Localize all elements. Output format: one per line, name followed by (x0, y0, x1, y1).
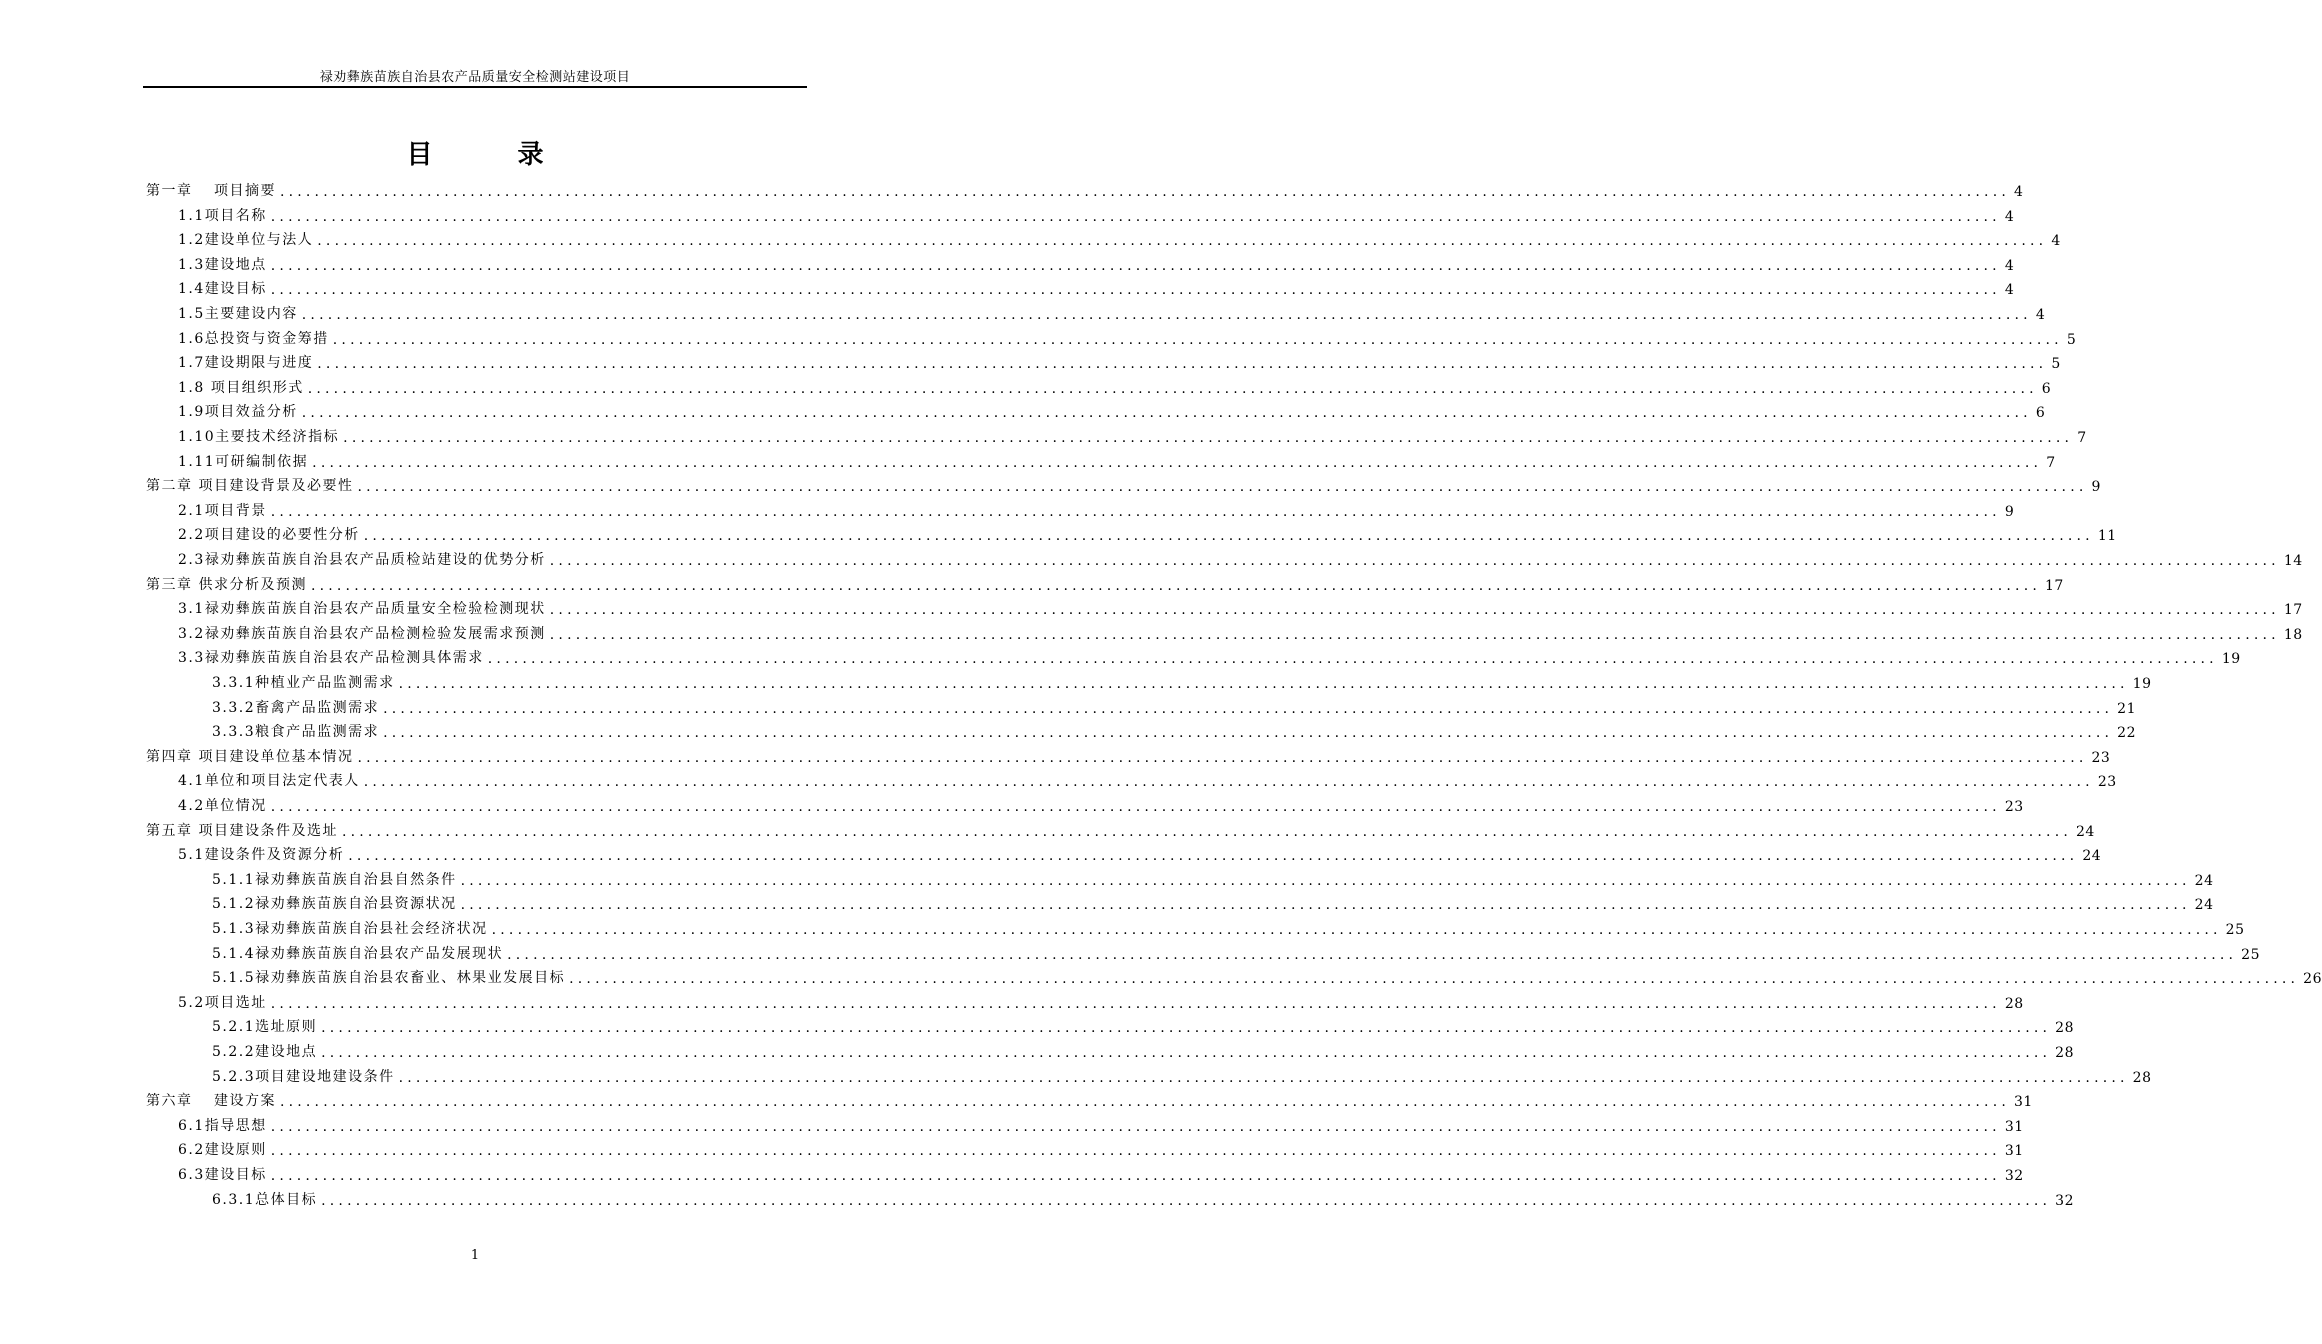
toc-entry-page: 28 (2004, 995, 2024, 1012)
toc-entry[interactable] (146, 815, 2095, 840)
toc-entry-page: 4 (2014, 184, 2024, 200)
toc-dot-leader: ........................................................................................................................................................................................................ (312, 454, 2043, 471)
page-number: 1 (470, 1248, 480, 1263)
toc-entry-title: 第四章 项目建设单位基本情况 (146, 748, 354, 765)
toc-entry-page: 5 (2066, 331, 2077, 348)
toc-entry[interactable] (212, 1184, 2074, 1209)
toc-entry[interactable] (146, 175, 2024, 200)
toc-entry-title: 6.3.1总体目标 (212, 1191, 318, 1208)
toc-entry-title: 第五章 项目建设条件及选址 (146, 822, 338, 839)
toc-entry[interactable] (212, 1011, 2074, 1037)
toc-entry[interactable] (178, 519, 2117, 545)
toc-entry[interactable] (212, 692, 2136, 717)
toc-entry-page: 5 (2051, 356, 2061, 373)
toc-entry[interactable] (178, 372, 2052, 397)
toc-entry[interactable] (178, 298, 2046, 323)
toc-dot-leader: ........................................................................................................................................................................................................ (279, 184, 2010, 200)
toc-dot-leader: ........................................................................................................................................................................................................ (321, 1020, 2052, 1037)
toc-entry[interactable] (178, 1110, 2024, 1135)
toc-entry-title: 3.3禄劝彝族苗族自治县农产品检测具体需求 (178, 650, 484, 667)
toc-entry-title: 1.1项目名称 (178, 207, 267, 224)
toc-entry-page: 25 (2241, 946, 2260, 963)
toc-entry-page: 4 (2035, 307, 2046, 323)
toc-entry-page: 28 (2055, 1020, 2074, 1037)
toc-entry-title: 3.1禄劝彝族苗族自治县农产品质量安全检验检测现状 (178, 601, 546, 618)
toc-entry[interactable] (178, 765, 2117, 791)
toc-entry-page: 4 (2004, 257, 2015, 274)
toc-dot-leader: ........................................................................................................................................................................................................ (363, 528, 2094, 545)
toc-entry-title: 5.2.2建设地点 (212, 1044, 318, 1060)
toc-dot-leader: ........................................................................................................................................................................................................ (321, 1045, 2052, 1061)
toc-entry[interactable] (146, 470, 2101, 496)
toc-entry-title: 第六章 建设方案 (146, 1093, 276, 1110)
toc-entry[interactable] (178, 200, 2015, 225)
toc-entry[interactable] (178, 273, 2015, 299)
toc-entry-page: 9 (2004, 503, 2015, 520)
toc-entry-page: 7 (2077, 430, 2087, 446)
toc-entry-page: 14 (2283, 553, 2303, 569)
toc-dot-leader: ........................................................................................................................................................................................................ (549, 626, 2280, 643)
toc-dot-leader: ........................................................................................................................................................................................................ (270, 282, 2001, 299)
toc-dot-leader: ........................................................................................................................................................................................................ (357, 479, 2088, 496)
toc-entry-page: 22 (2117, 725, 2136, 742)
toc-entry-title: 5.1.2禄劝彝族苗族自治县资源状况 (212, 896, 457, 913)
toc-entry-title: 6.1指导思想 (178, 1117, 267, 1134)
running-header: 禄劝彝族苗族自治县农产品质量安全检测站建设项目 (319, 70, 631, 85)
toc-dot-leader: ........................................................................................................................................................................................................ (383, 725, 2114, 742)
toc-entry[interactable] (178, 544, 2303, 569)
toc-entry-page: 4 (2004, 282, 2015, 299)
toc-entry[interactable] (178, 446, 2056, 471)
toc-dot-leader: ........................................................................................................................................................................................................ (321, 1192, 2052, 1209)
toc-dot-leader: ........................................................................................................................................................................................................ (279, 1094, 2010, 1111)
toc-entry-title: 5.1.1禄劝彝族苗族自治县自然条件 (212, 871, 457, 888)
toc-entry-title: 5.2.3项目建设地建设条件 (212, 1068, 395, 1085)
toc-dot-leader: ........................................................................................................................................................................................................ (348, 848, 2079, 865)
toc-dot-leader: ........................................................................................................................................................................................................ (491, 922, 2222, 938)
toc-entry-title: 3.3.3粮食产品监测需求 (212, 724, 380, 741)
toc-entry[interactable] (212, 1061, 2152, 1086)
header-rule (143, 86, 807, 88)
toc-entry-title: 3.2禄劝彝族苗族自治县农产品检测检验发展需求预测 (178, 625, 546, 642)
toc-dot-leader: ........................................................................................................................................................................................................ (357, 749, 2088, 766)
toc-entry-page: 24 (2076, 823, 2095, 840)
toc-entry-title: 1.7建设期限与进度 (178, 355, 314, 372)
toc-entry-page: 6 (2035, 405, 2046, 422)
toc-entry-page: 28 (2132, 1069, 2152, 1086)
toc-entry-page: 31 (2004, 1118, 2024, 1135)
toc-entry-page: 19 (2132, 676, 2152, 692)
toc-entry[interactable] (178, 249, 2015, 274)
toc-entry[interactable] (178, 396, 2046, 422)
toc-entry-title: 第一章 项目摘要 (146, 183, 276, 199)
toc-entry-title: 1.9项目效益分析 (178, 404, 298, 421)
toc-entry-title: 1.8 项目组织形式 (178, 379, 304, 396)
toc-dot-leader: ........................................................................................................................................................................................................ (317, 356, 2048, 373)
toc-entry-page: 31 (2004, 1143, 2024, 1160)
toc-entry-title: 3.3.2畜禽产品监测需求 (212, 699, 380, 716)
toc-dot-leader: ........................................................................................................................................................................................................ (460, 872, 2191, 889)
toc-entry-page: 32 (2055, 1192, 2074, 1209)
toc-dot-leader: ........................................................................................................................................................................................................ (363, 774, 2094, 791)
toc-entry-page: 11 (2097, 528, 2117, 545)
toc-entry-title: 5.1.3禄劝彝族苗族自治县社会经济状况 (212, 921, 488, 937)
toc-entry[interactable] (178, 347, 2061, 373)
toc-dot-leader: ........................................................................................................................................................................................................ (343, 430, 2074, 446)
toc-entry-page: 21 (2117, 700, 2136, 717)
toc-entry[interactable] (146, 741, 2111, 766)
toc-entry-title: 1.10主要技术经济指标 (178, 429, 340, 445)
toc-entry-title: 1.5主要建设内容 (178, 306, 298, 322)
toc-entry-title: 4.1单位和项目法定代表人 (178, 773, 360, 790)
toc-dot-leader: ........................................................................................................................................................................................................ (310, 577, 2041, 594)
toc-entry-page: 23 (2091, 749, 2111, 766)
toc-entry-page: 24 (2194, 872, 2214, 889)
toc-dot-leader: ........................................................................................................................................................................................................ (398, 676, 2129, 692)
toc-entry[interactable] (212, 938, 2260, 963)
toc-entry[interactable] (178, 495, 2015, 520)
toc-entry-page: 4 (2051, 233, 2061, 250)
toc-entry[interactable] (178, 1134, 2024, 1160)
toc-entry-title: 5.2.1选址原则 (212, 1019, 318, 1036)
toc-entry-title: 第三章 供求分析及预测 (146, 576, 307, 593)
toc-entry-page: 18 (2283, 626, 2303, 643)
toc-dot-leader: ........................................................................................................................................................................................................ (332, 331, 2063, 348)
toc-entry-page: 17 (2283, 602, 2303, 619)
toc-dot-leader: ........................................................................................................................................................................................................ (270, 799, 2001, 815)
toc-dot-leader: ........................................................................................................................................................................................................ (301, 307, 2032, 323)
toc-entry-page: 9 (2091, 479, 2101, 496)
toc-entry-title: 6.3建设目标 (178, 1167, 267, 1183)
toc-entry[interactable] (178, 593, 2303, 619)
toc-entry-page: 32 (2004, 1168, 2024, 1184)
toc-dot-leader: ........................................................................................................................................................................................................ (317, 233, 2048, 250)
toc-entry[interactable] (178, 421, 2087, 446)
toc-entry-title: 1.2建设单位与法人 (178, 232, 314, 249)
toc-entry-title: 第二章 项目建设背景及必要性 (146, 478, 354, 495)
toc-dot-leader: ........................................................................................................................................................................................................ (383, 700, 2114, 717)
toc-entry[interactable] (212, 1036, 2074, 1061)
toc-dot-leader: ........................................................................................................................................................................................................ (549, 602, 2280, 619)
toc-entry-page: 17 (2045, 577, 2064, 594)
toc-entry[interactable] (212, 913, 2245, 938)
toc-entry-title: 1.4建设目标 (178, 281, 267, 298)
toc-entry-page: 25 (2225, 922, 2245, 938)
toc-dot-leader: ........................................................................................................................................................................................................ (301, 405, 2032, 422)
toc-entry[interactable] (146, 569, 2064, 594)
toc-dot-leader: ........................................................................................................................................................................................................ (307, 380, 2038, 397)
toc-entry-page: 7 (2046, 454, 2056, 471)
toc-dot-leader: ........................................................................................................................................................................................................ (569, 971, 2300, 988)
toc-entry-title: 5.1建设条件及资源分析 (178, 847, 345, 864)
toc-entry-title: 5.2项目选址 (178, 994, 267, 1011)
toc-dot-leader: ........................................................................................................................................................................................................ (507, 946, 2238, 963)
toc-entry-title: 1.11可研编制依据 (178, 453, 309, 470)
toc-dot-leader: ........................................................................................................................................................................................................ (398, 1069, 2129, 1086)
toc-entry-page: 26 (2303, 971, 2322, 988)
toc-entry[interactable] (212, 667, 2152, 692)
toc-entry[interactable] (178, 987, 2024, 1012)
toc-dot-leader: ........................................................................................................................................................................................................ (270, 1143, 2001, 1160)
toc-entry-title: 1.3建设地点 (178, 256, 267, 273)
toc-entry-page: 4 (2004, 208, 2015, 225)
toc-entry-title: 1.6总投资与资金筹措 (178, 330, 329, 347)
toc-entry-page: 23 (2004, 799, 2024, 815)
toc-entry[interactable] (212, 716, 2136, 742)
toc-dot-leader: ........................................................................................................................................................................................................ (270, 995, 2001, 1012)
toc-entry-page: 24 (2194, 897, 2214, 914)
toc-dot-leader: ........................................................................................................................................................................................................ (270, 257, 2001, 274)
toc-entry-title: 2.3禄劝彝族苗族自治县农产品质检站建设的优势分析 (178, 552, 546, 568)
toc-dot-leader: ........................................................................................................................................................................................................ (487, 651, 2218, 668)
toc-entry-page: 6 (2041, 380, 2052, 397)
toc-entry[interactable] (178, 323, 2077, 348)
toc-entry[interactable] (178, 224, 2061, 250)
toc-dot-leader: ........................................................................................................................................................................................................ (270, 503, 2001, 520)
toc-dot-leader: ........................................................................................................................................................................................................ (270, 1168, 2001, 1184)
toc-entry-title: 4.2单位情况 (178, 798, 267, 814)
toc-entry[interactable] (178, 790, 2024, 815)
toc-entry[interactable] (178, 618, 2303, 643)
toc-entry-page: 19 (2221, 651, 2241, 668)
toc-dot-leader: ........................................................................................................................................................................................................ (341, 823, 2072, 840)
toc-entry-title: 3.3.1种植业产品监测需求 (212, 675, 395, 691)
toc-entry-page: 24 (2082, 848, 2102, 865)
toc-entry[interactable] (178, 642, 2241, 668)
toc-entry-title: 5.1.5禄劝彝族苗族自治县农畜业、林果业发展目标 (212, 970, 566, 987)
toc-entry[interactable] (212, 864, 2214, 889)
toc-entry-title: 6.2建设原则 (178, 1142, 267, 1159)
toc-entry-page: 28 (2055, 1045, 2074, 1061)
toc-dot-leader: ........................................................................................................................................................................................................ (270, 208, 2001, 225)
toc-dot-leader: ........................................................................................................................................................................................................ (549, 553, 2280, 569)
toc-entry[interactable] (212, 962, 2322, 988)
toc-dot-leader: ........................................................................................................................................................................................................ (460, 897, 2191, 914)
toc-entry-page: 23 (2097, 774, 2117, 791)
toc-entry[interactable] (212, 888, 2214, 914)
toc-title: 目 录 (406, 140, 582, 170)
toc-entry-title: 2.2项目建设的必要性分析 (178, 527, 360, 544)
toc-entry-title: 5.1.4禄劝彝族苗族自治县农产品发展现状 (212, 945, 504, 962)
toc-entry-title: 2.1项目背景 (178, 502, 267, 519)
toc-entry[interactable] (178, 1159, 2024, 1184)
toc-entry[interactable] (146, 1085, 2033, 1111)
toc-dot-leader: ........................................................................................................................................................................................................ (270, 1118, 2001, 1135)
toc-entry-page: 31 (2014, 1094, 2033, 1111)
toc-entry[interactable] (178, 839, 2102, 865)
